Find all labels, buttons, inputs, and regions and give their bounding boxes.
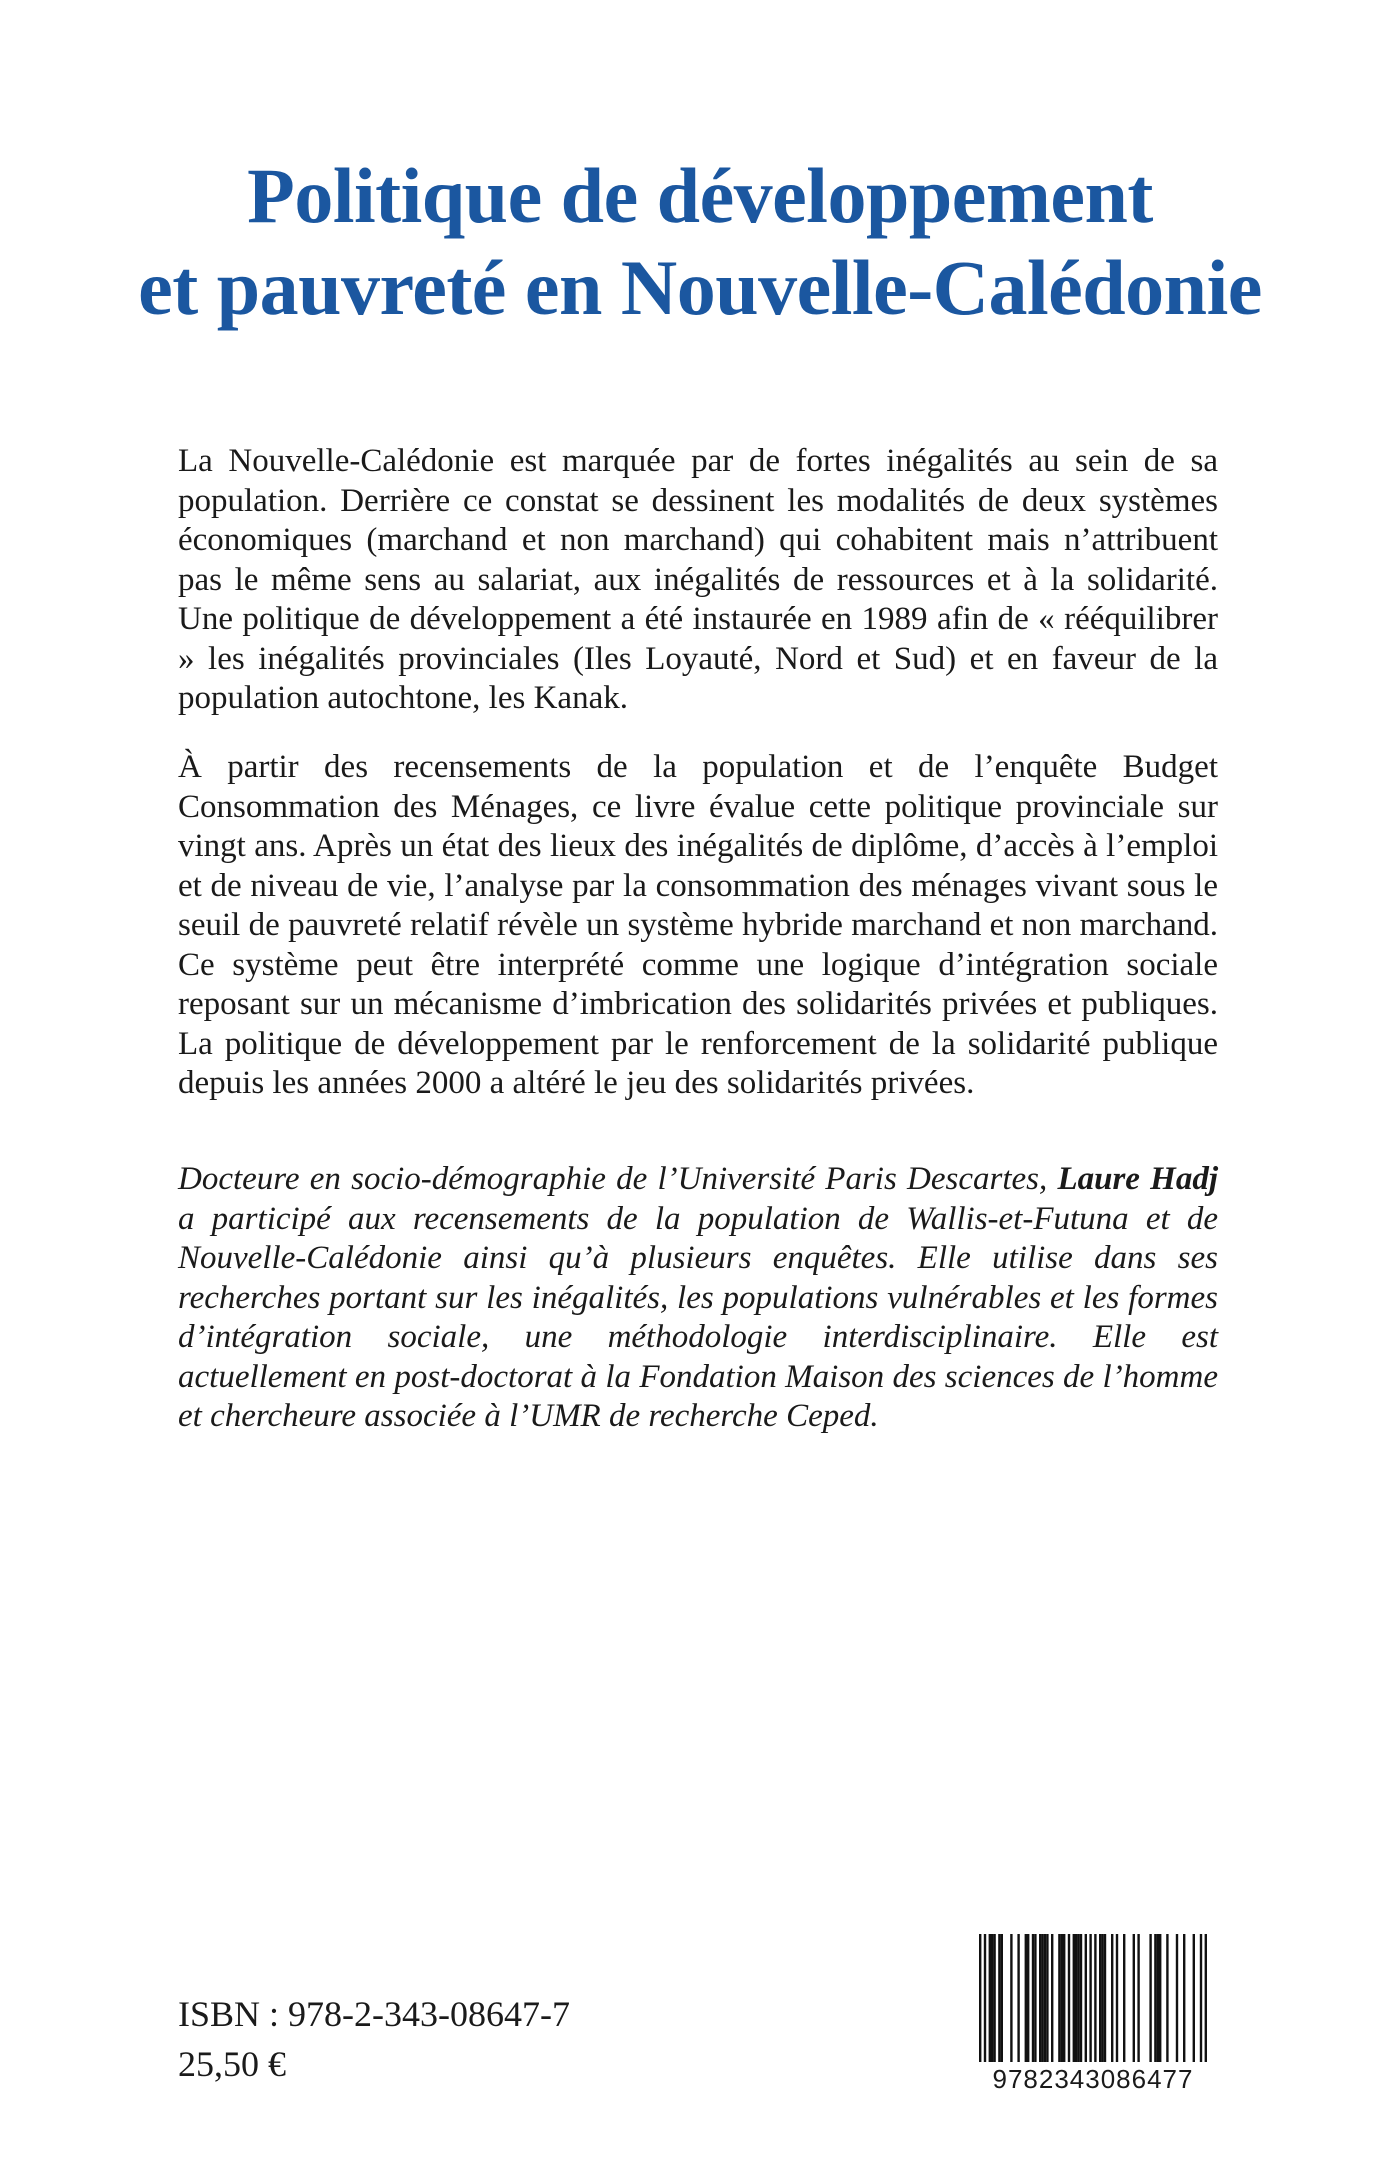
barcode-bar: [1034, 1934, 1036, 2062]
author-bio: [178, 1160, 1218, 1437]
barcode-bar: [1205, 1934, 1207, 2070]
barcode-bar: [1010, 1934, 1012, 2062]
barcode-icon: [968, 1930, 1218, 2070]
barcode-bar: [1085, 1934, 1087, 2062]
barcode-bar: [1068, 1934, 1070, 2062]
barcode-bar: [1094, 1934, 1096, 2070]
barcode-bar: [1133, 1934, 1135, 2062]
barcode-bar: [1111, 1934, 1113, 2062]
barcode-bar: [1061, 1934, 1063, 2062]
barcode-bar: [1176, 1934, 1178, 2062]
barcode-bar: [979, 1934, 981, 2070]
barcode-bar: [1073, 1934, 1075, 2062]
barcode-bar: [1025, 1934, 1027, 2062]
barcode-bar: [1157, 1934, 1159, 2062]
barcode-bar: [1075, 1934, 1077, 2062]
barcode-bar: [1058, 1934, 1060, 2062]
bio-rest: a participé aux recensements de la population de Wallis-et-Futuna et de Nouvelle-Calédonie ainsi qu’à plusieurs enquêtes. Elle utilise dans ses recherches portant sur les inégalités, les populations vulnérables et les formes d’intégration sociale, une méthodologie interdisciplinaire. Elle est actuellement en post-doctorat à la Fondation Maison des sciences de l’homme et chercheure associée à l’UMR de recherche Ceped.: [178, 1200, 1218, 1434]
barcode-bar: [1166, 1934, 1168, 2062]
barcode-bar: [1101, 1934, 1103, 2062]
barcode-bar: [1017, 1934, 1019, 2062]
bio-intro: Docteure en socio-démographie de l’Université Paris Descartes,: [178, 1161, 1058, 1197]
barcode-bar: [1001, 1934, 1003, 2062]
author-name: Laure Hadj: [1057, 1161, 1218, 1197]
barcode-bar: [1077, 1934, 1079, 2062]
barcode-bar: [984, 1934, 986, 2070]
barcode-bar: [1123, 1934, 1125, 2062]
isbn: ISBN : 978-2-343-08647-7: [178, 1994, 570, 2034]
barcode-bar: [1099, 1934, 1101, 2062]
barcode-bar: [993, 1934, 995, 2062]
barcode-bar: [1089, 1934, 1091, 2070]
barcode-bar: [1104, 1934, 1106, 2062]
title-line-2: et pauvreté en Nouvelle-Calédonie: [138, 244, 1262, 331]
barcode-bar: [1183, 1934, 1185, 2062]
barcode-bar: [1200, 1934, 1202, 2070]
barcode: [968, 1930, 1218, 2102]
barcode-bar: [1032, 1934, 1034, 2062]
price: 25,50 €: [178, 2044, 286, 2084]
barcode-bar: [1039, 1934, 1041, 2062]
barcode-bar: [1116, 1934, 1118, 2062]
barcode-bar: [1041, 1934, 1043, 2062]
barcode-bar: [1080, 1934, 1082, 2062]
barcode-bar: [1051, 1934, 1053, 2062]
book-title: [0, 150, 1400, 334]
barcode-bar: [1193, 1934, 1195, 2062]
barcode-bar: [989, 1934, 991, 2062]
barcode-bar: [1044, 1934, 1046, 2062]
barcode-bar: [1149, 1934, 1151, 2062]
barcode-bar: [991, 1934, 993, 2062]
barcode-bar: [1159, 1934, 1161, 2062]
barcode-number: 9782343086477: [968, 2062, 1218, 2096]
barcode-bar: [1046, 1934, 1048, 2062]
summary-paragraph-2: À partir des recensements de la population et de l’enquête Budget Consommation des Ménages, ce livre évalue cette politique provinciale sur vingt ans. Après un état des lieux des inégalités de diplôme, d’accès à l’emploi et de niveau de vie, l’analyse par la consommation des ménages vivant sous le seuil de pauvreté relatif révèle un système hybride marchand et non marchand. Ce système peut être interprété comme une logique d’intégration sociale reposant sur un mécanisme d’imbrication des solidarités privées et publiques. La politique de développement par le renforcement de la solidarité publique depuis les années 2000 a altéré le jeu des solidarités privées.: [178, 749, 1218, 1101]
title-line-1: Politique de développement: [247, 152, 1153, 239]
barcode-bar: [1027, 1934, 1029, 2062]
barcode-bar: [1137, 1934, 1139, 2062]
barcode-bar: [998, 1934, 1000, 2062]
barcode-bar: [1063, 1934, 1065, 2062]
summary-paragraph-1: La Nouvelle-Calédonie est marquée par de fortes inégalités au sein de sa population. Derrière ce constat se dessinent les modalités de deux systèmes économiques (marchand et non marchand) qui cohabitent mais n’attribuent pas le même sens au salariat, aux inégalités de ressources et à la solidarité. Une politique de développement a été instaurée en 1989 afin de « rééquilibrer » les inégalités provinciales (Iles Loyauté, Nord et Sud) et en faveur de la population autochtone, les Kanak.: [178, 443, 1218, 716]
barcode-bar: [1154, 1934, 1156, 2062]
